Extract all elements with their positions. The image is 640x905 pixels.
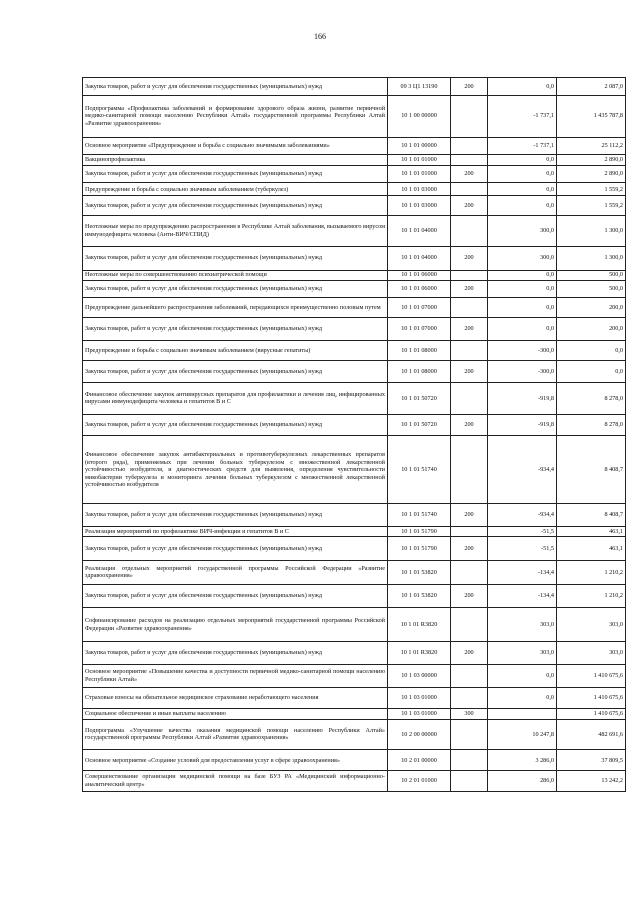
- row-expense-type: 200: [451, 165, 488, 183]
- table-row: [83, 317, 626, 340]
- row-total-amount: 8 278,0: [557, 414, 626, 436]
- table-row: [83, 504, 626, 527]
- row-change-amount: 0,0: [488, 155, 557, 165]
- row-expense-type: [451, 183, 488, 196]
- row-name: Закупка товаров, работ и услуг для обеспечения государственных (муниципальных) нужд: [83, 361, 388, 383]
- table-row: [83, 155, 626, 165]
- row-expense-type: [451, 270, 488, 280]
- row-total-amount: 1 559,2: [557, 196, 626, 216]
- row-name: Закупка товаров, работ и услуг для обеспечения государственных (муниципальных) нужд: [83, 246, 388, 270]
- row-expense-type: 200: [451, 584, 488, 608]
- row-expense-type: [451, 560, 488, 584]
- table-row: [83, 246, 626, 270]
- row-name: Предупреждение дальнейшего распространения заболеваний, передающихся преимущественно половым путем: [83, 298, 388, 318]
- row-expense-type: [451, 719, 488, 750]
- row-change-amount: 3 286,0: [488, 750, 557, 771]
- row-change-amount: 300,0: [488, 215, 557, 246]
- table-row: [83, 196, 626, 216]
- row-total-amount: 13 242,2: [557, 771, 626, 792]
- row-total-amount: 1 410 675,6: [557, 687, 626, 709]
- row-name: Подпрограмма «Улучшение качества оказания медицинской помощи населению Республики Алтай» государственной программы Республики Алтай «Развитие здравоохранения»: [83, 719, 388, 750]
- row-change-amount: -300,0: [488, 340, 557, 361]
- row-change-amount: 0,0: [488, 298, 557, 318]
- row-change-amount: -51,5: [488, 526, 557, 536]
- row-target-code: 10 1 01 06000: [388, 280, 451, 298]
- table-row: [83, 750, 626, 771]
- row-expense-type: 300: [451, 709, 488, 719]
- row-total-amount: 463,1: [557, 537, 626, 561]
- row-expense-type: 200: [451, 642, 488, 665]
- row-target-code: 10 1 01 51790: [388, 526, 451, 536]
- table-row: [83, 719, 626, 750]
- row-total-amount: 0,0: [557, 361, 626, 383]
- row-target-code: 10 1 01 51790: [388, 537, 451, 561]
- row-name: Закупка товаров, работ и услуг для обеспечения государственных (муниципальных) нужд: [83, 584, 388, 608]
- row-target-code: 10 1 01 04000: [388, 215, 451, 246]
- row-target-code: 10 2 01 00000: [388, 750, 451, 771]
- row-total-amount: 303,0: [557, 608, 626, 642]
- row-expense-type: [451, 608, 488, 642]
- row-expense-type: [451, 137, 488, 155]
- row-expense-type: 200: [451, 317, 488, 340]
- row-target-code: 10 2 00 00000: [388, 719, 451, 750]
- row-target-code: 10 1 01 03000: [388, 183, 451, 196]
- row-expense-type: [451, 526, 488, 536]
- row-total-amount: 25 112,2: [557, 137, 626, 155]
- row-change-amount: -1 737,1: [488, 137, 557, 155]
- row-change-amount: 0,0: [488, 196, 557, 216]
- row-change-amount: 0,0: [488, 280, 557, 298]
- row-name: Основное мероприятие «Создание условий для предоставления услуг в сфере здравоохранения»: [83, 750, 388, 771]
- row-total-amount: 8 278,0: [557, 382, 626, 414]
- row-total-amount: 8 408,7: [557, 436, 626, 504]
- row-total-amount: 1 210,2: [557, 560, 626, 584]
- row-name: Закупка товаров, работ и услуг для обеспечения государственных (муниципальных) нужд: [83, 317, 388, 340]
- row-change-amount: 0,0: [488, 183, 557, 196]
- row-change-amount: [488, 709, 557, 719]
- table-row: [83, 537, 626, 561]
- row-target-code: 10 1 01 01000: [388, 155, 451, 165]
- row-name: Закупка товаров, работ и услуг для обеспечения государственных (муниципальных) нужд: [83, 280, 388, 298]
- row-change-amount: 303,0: [488, 642, 557, 665]
- row-total-amount: 2 087,0: [557, 78, 626, 96]
- row-name: Страховые взносы на обязательное медицинское страхование неработающего населения: [83, 687, 388, 709]
- row-expense-type: 200: [451, 414, 488, 436]
- table-row: [83, 270, 626, 280]
- row-expense-type: 200: [451, 196, 488, 216]
- row-target-code: 10 1 03 01000: [388, 687, 451, 709]
- row-total-amount: 1 410 675,6: [557, 709, 626, 719]
- row-total-amount: 200,0: [557, 298, 626, 318]
- table-row: [83, 361, 626, 383]
- row-expense-type: [451, 340, 488, 361]
- row-expense-type: [451, 750, 488, 771]
- row-expense-type: [451, 298, 488, 318]
- row-total-amount: 1 410 675,6: [557, 664, 626, 687]
- row-target-code: 10 1 01 R3820: [388, 642, 451, 665]
- row-expense-type: [451, 382, 488, 414]
- table-row: [83, 560, 626, 584]
- row-name: Подпрограмма «Профилактика заболеваний и формирование здорового образа жизни, развитие первичной медико-санитарной помощи населению Республики Алтай» государственной программы Республики Алтай «Развитие здравоохранения»: [83, 95, 388, 137]
- row-total-amount: 0,0: [557, 340, 626, 361]
- row-name: Закупка товаров, работ и услуг для обеспечения государственных (муниципальных) нужд: [83, 196, 388, 216]
- table-row: [83, 298, 626, 318]
- row-total-amount: 200,0: [557, 317, 626, 340]
- row-total-amount: 463,1: [557, 526, 626, 536]
- row-expense-type: 200: [451, 537, 488, 561]
- table-row: [83, 340, 626, 361]
- table-row: [83, 414, 626, 436]
- table-row: [83, 382, 626, 414]
- row-expense-type: [451, 664, 488, 687]
- row-target-code: 10 1 03 00000: [388, 664, 451, 687]
- row-name: Социальное обеспечение и иные выплаты населению: [83, 709, 388, 719]
- row-expense-type: 200: [451, 246, 488, 270]
- row-target-code: 10 1 01 00000: [388, 137, 451, 155]
- row-name: Основное мероприятие «Предупреждение и борьба с социально значимыми заболеваниями»: [83, 137, 388, 155]
- row-target-code: 10 1 01 08000: [388, 361, 451, 383]
- table-row: [83, 78, 626, 96]
- table-row: [83, 642, 626, 665]
- row-target-code: 10 2 01 01000: [388, 771, 451, 792]
- table-row: [83, 137, 626, 155]
- table-row: [83, 183, 626, 196]
- row-change-amount: -919,8: [488, 414, 557, 436]
- row-expense-type: [451, 687, 488, 709]
- row-total-amount: 482 691,6: [557, 719, 626, 750]
- row-change-amount: 303,0: [488, 608, 557, 642]
- row-name: Неотложные меры по предупреждению распространения в Республике Алтай заболевания, вызываемого вирусом иммунодефицита человека (Анти-ВИЧ/СПИД): [83, 215, 388, 246]
- row-expense-type: 200: [451, 78, 488, 96]
- row-expense-type: 200: [451, 361, 488, 383]
- row-change-amount: -934,4: [488, 436, 557, 504]
- row-name: Реализация отдельных мероприятий государственной программы Российской Федерации «Развитие здравоохранения»: [83, 560, 388, 584]
- table-row: [83, 280, 626, 298]
- row-target-code: 10 1 01 51740: [388, 504, 451, 527]
- row-target-code: 10 1 01 01000: [388, 165, 451, 183]
- row-target-code: 10 1 01 06000: [388, 270, 451, 280]
- row-change-amount: 286,0: [488, 771, 557, 792]
- table-row: [83, 526, 626, 536]
- row-total-amount: 8 408,7: [557, 504, 626, 527]
- row-target-code: 09 3 Ц1 13190: [388, 78, 451, 96]
- table-row: [83, 584, 626, 608]
- row-name: Финансовое обеспечение закупок антивирусных препаратов для профилактики и лечения лиц, инфицированных вирусами иммунодефицита человека и гепатитов B и C: [83, 382, 388, 414]
- row-expense-type: 200: [451, 280, 488, 298]
- row-total-amount: 37 809,5: [557, 750, 626, 771]
- row-change-amount: -919,8: [488, 382, 557, 414]
- row-name: Закупка товаров, работ и услуг для обеспечения государственных (муниципальных) нужд: [83, 537, 388, 561]
- row-target-code: 10 1 01 07000: [388, 317, 451, 340]
- row-total-amount: 2 890,0: [557, 165, 626, 183]
- row-expense-type: [451, 95, 488, 137]
- row-total-amount: 1 300,0: [557, 246, 626, 270]
- row-target-code: 10 1 00 00000: [388, 95, 451, 137]
- row-name: Предупреждение и борьба с социально значимым заболеванием (вирусные гепатиты): [83, 340, 388, 361]
- row-change-amount: 0,0: [488, 664, 557, 687]
- row-change-amount: -51,5: [488, 537, 557, 561]
- row-change-amount: -134,4: [488, 560, 557, 584]
- row-total-amount: 1 300,0: [557, 215, 626, 246]
- row-name: Закупка товаров, работ и услуг для обеспечения государственных (муниципальных) нужд: [83, 414, 388, 436]
- row-expense-type: [451, 155, 488, 165]
- row-name: Совершенствование организации медицинской помощи на базе БУЗ РА «Медицинский информационно-аналитический центр»: [83, 771, 388, 792]
- row-total-amount: 303,0: [557, 642, 626, 665]
- row-name: Софинансирование расходов на реализацию отдельных мероприятий государственной программы Российской Федерации «Развитие здравоохранения»: [83, 608, 388, 642]
- row-change-amount: 0,0: [488, 687, 557, 709]
- row-change-amount: 10 247,8: [488, 719, 557, 750]
- row-name: Основное мероприятие «Повышение качества и доступности первичной медико-санитарной помощи населению Республики Алтай»: [83, 664, 388, 687]
- row-change-amount: 0,0: [488, 317, 557, 340]
- budget-table-body: [83, 78, 626, 792]
- row-name: Закупка товаров, работ и услуг для обеспечения государственных (муниципальных) нужд: [83, 165, 388, 183]
- row-expense-type: [451, 771, 488, 792]
- row-total-amount: 1 210,2: [557, 584, 626, 608]
- row-change-amount: -134,4: [488, 584, 557, 608]
- row-total-amount: 500,0: [557, 270, 626, 280]
- table-row: [83, 687, 626, 709]
- table-row: [83, 215, 626, 246]
- table-row: [83, 165, 626, 183]
- table-row: [83, 709, 626, 719]
- row-change-amount: -1 737,1: [488, 95, 557, 137]
- row-target-code: 10 1 01 51740: [388, 436, 451, 504]
- row-total-amount: 1 559,2: [557, 183, 626, 196]
- row-name: Неотложные меры по совершенствованию психиатрической помощи: [83, 270, 388, 280]
- table-row: [83, 771, 626, 792]
- row-target-code: 10 1 01 07000: [388, 298, 451, 318]
- row-total-amount: 1 435 787,8: [557, 95, 626, 137]
- row-target-code: 10 1 01 50720: [388, 382, 451, 414]
- row-expense-type: 200: [451, 504, 488, 527]
- row-name: Финансовое обеспечение закупок антибактериальных и противотуберкулезных лекарственных препаратов (второго ряда), применяемых при лечении больных туберкулезом с множественной лекарственной устойчивостью возбудителя, и диагностических средств для выявления, определения чувствительности микобактерии туберкулеза и мониторинга лечения больных туберкулезом с множественной лекарственной устойчивостью возбудителя: [83, 436, 388, 504]
- row-change-amount: 300,0: [488, 246, 557, 270]
- row-target-code: 10 1 01 08000: [388, 340, 451, 361]
- row-target-code: 10 1 01 03000: [388, 196, 451, 216]
- table-row: [83, 95, 626, 137]
- table-row: [83, 608, 626, 642]
- row-change-amount: -934,4: [488, 504, 557, 527]
- row-change-amount: 0,0: [488, 165, 557, 183]
- row-name: Закупка товаров, работ и услуг для обеспечения государственных (муниципальных) нужд: [83, 642, 388, 665]
- row-name: Вакцинопрофилактика: [83, 155, 388, 165]
- row-name: Закупка товаров, работ и услуг для обеспечения государственных (муниципальных) нужд: [83, 78, 388, 96]
- row-target-code: 10 1 01 04000: [388, 246, 451, 270]
- row-change-amount: 0,0: [488, 78, 557, 96]
- row-change-amount: -300,0: [488, 361, 557, 383]
- row-name: Реализация мероприятий по профилактике ВИЧ-инфекции и гепатитов B и C: [83, 526, 388, 536]
- row-total-amount: 500,0: [557, 280, 626, 298]
- row-name: Закупка товаров, работ и услуг для обеспечения государственных (муниципальных) нужд: [83, 504, 388, 527]
- row-target-code: 10 1 01 53820: [388, 560, 451, 584]
- row-change-amount: 0,0: [488, 270, 557, 280]
- budget-table: [82, 77, 626, 792]
- row-target-code: 10 1 01 53820: [388, 584, 451, 608]
- row-expense-type: [451, 215, 488, 246]
- row-expense-type: [451, 436, 488, 504]
- row-target-code: 10 1 03 01000: [388, 709, 451, 719]
- table-row: [83, 664, 626, 687]
- table-row: [83, 436, 626, 504]
- row-target-code: 10 1 01 R3820: [388, 608, 451, 642]
- row-target-code: 10 1 01 50720: [388, 414, 451, 436]
- row-total-amount: 2 890,0: [557, 155, 626, 165]
- row-name: Предупреждение и борьба с социально значимым заболеванием (туберкулез): [83, 183, 388, 196]
- page-number: 166: [314, 32, 326, 41]
